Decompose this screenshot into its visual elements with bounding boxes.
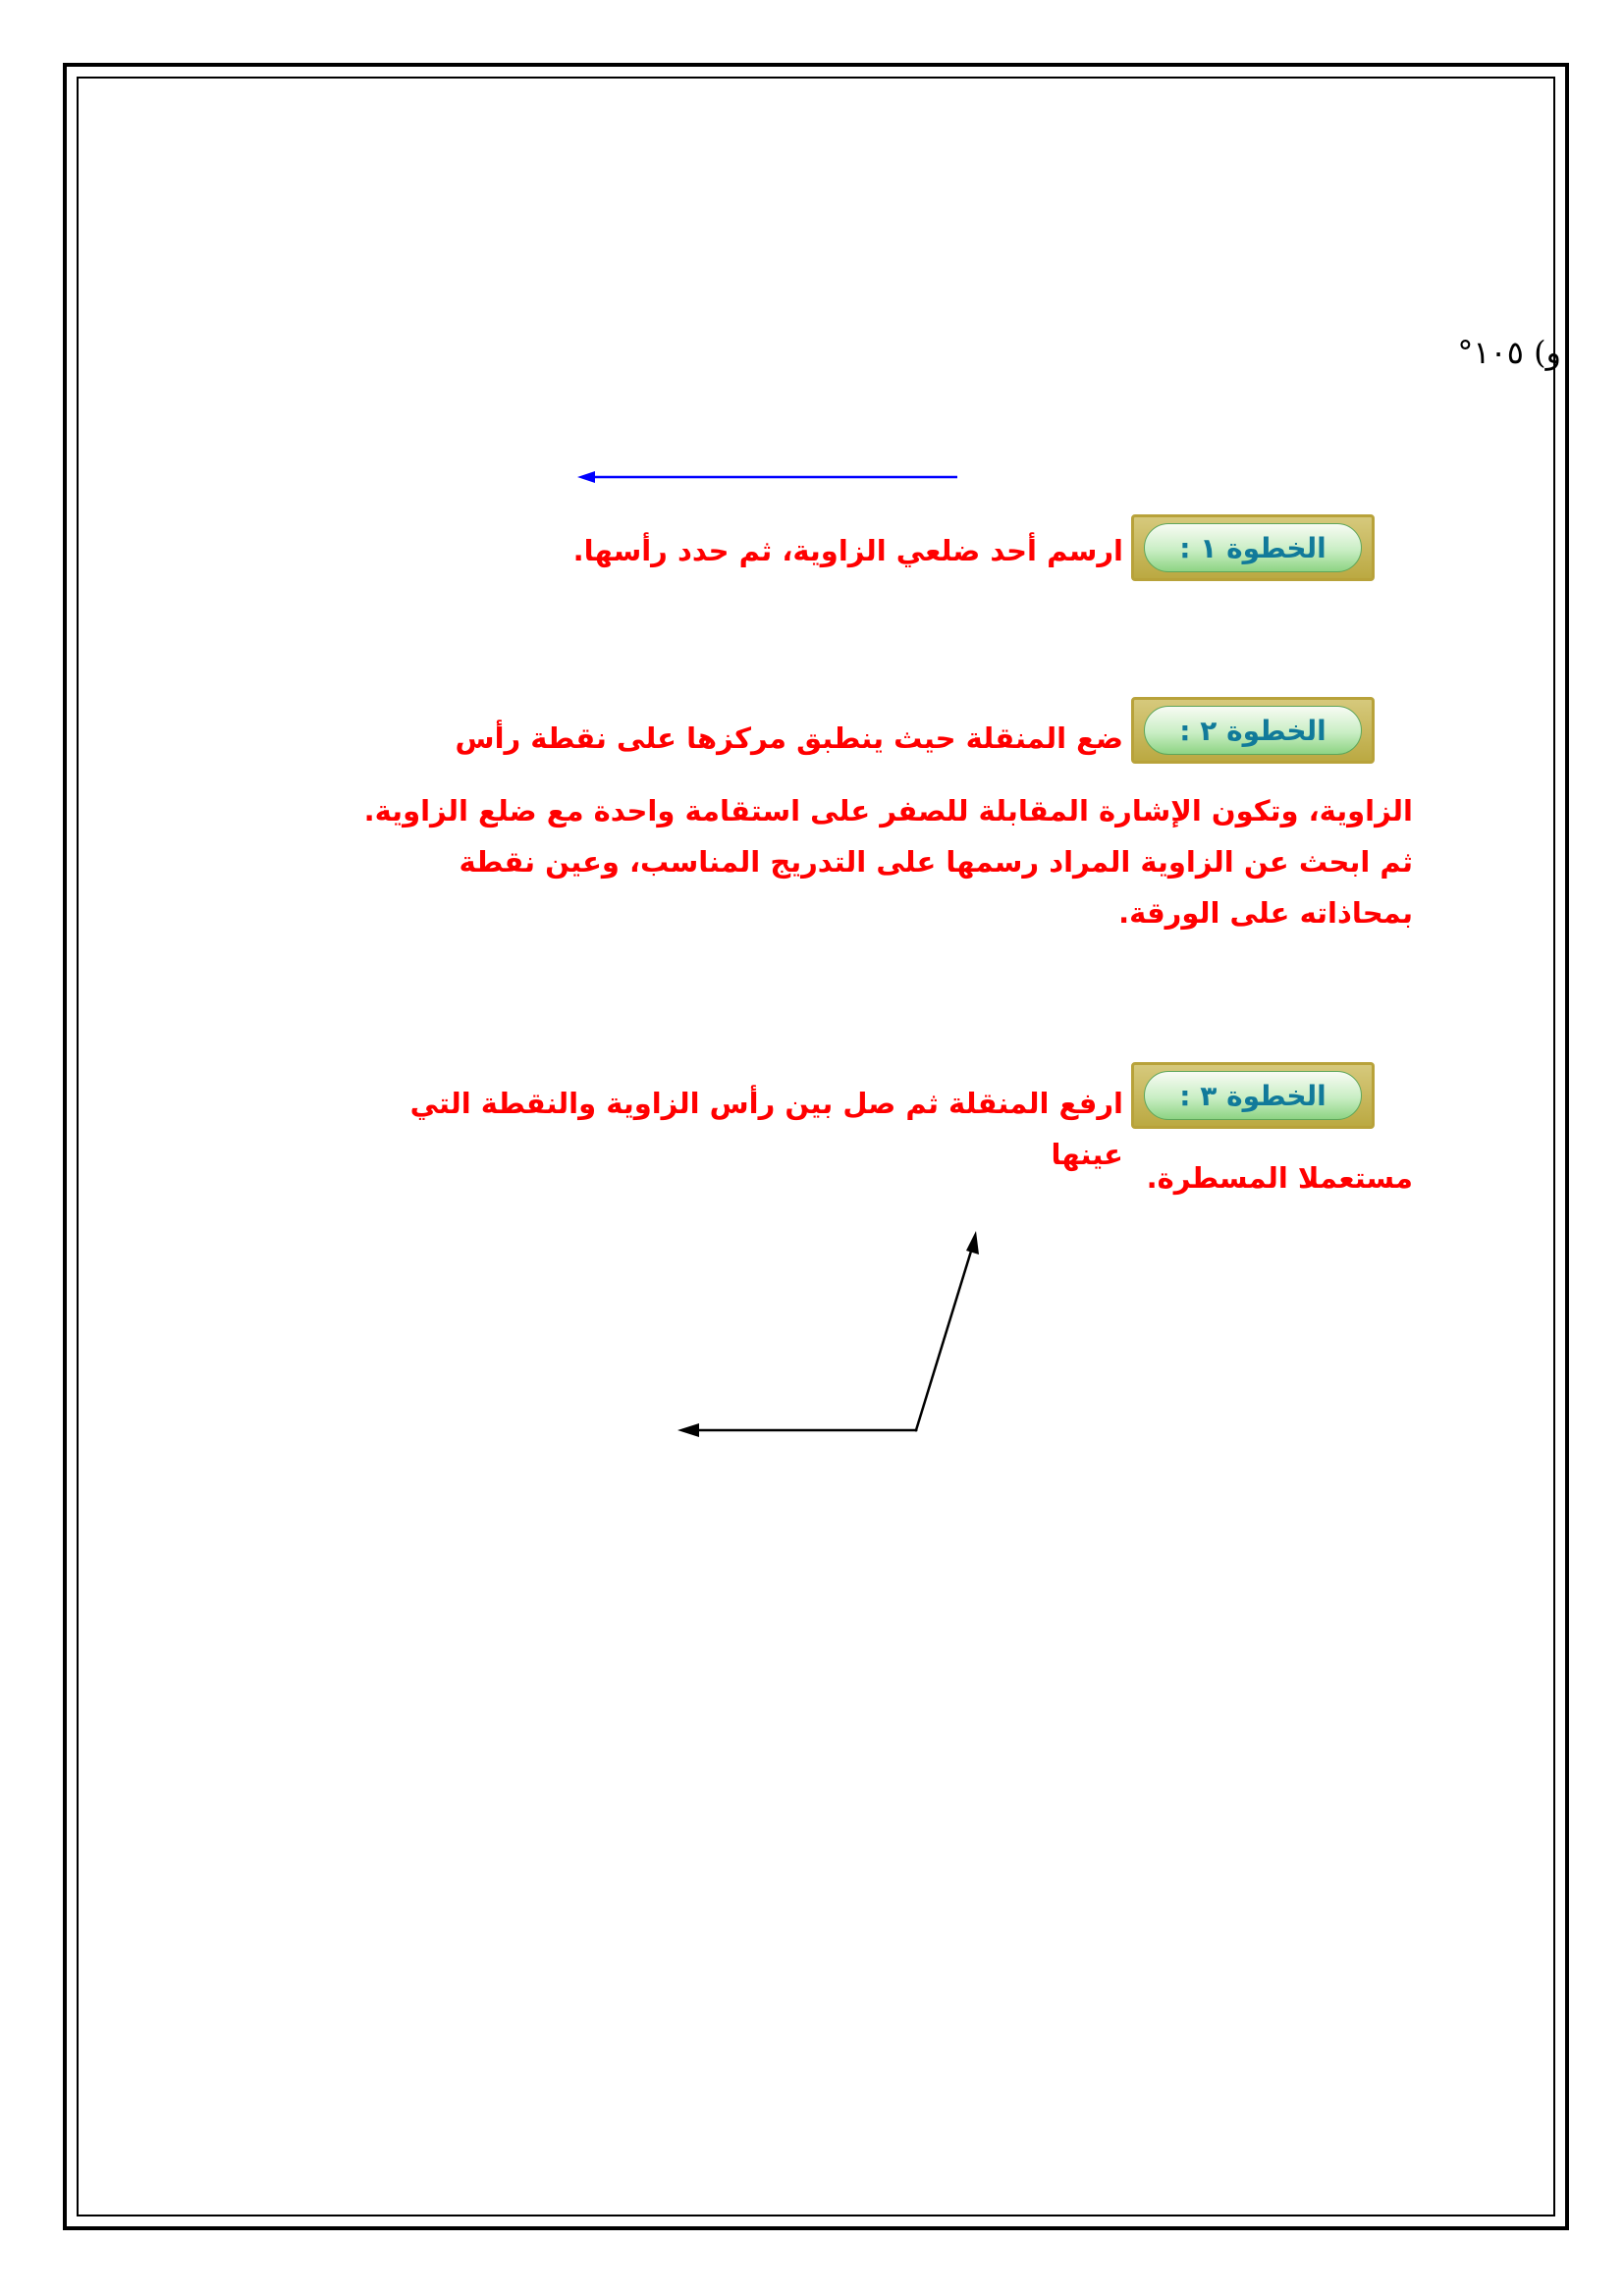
step2-badge-label: الخطوة ٢ : xyxy=(1144,706,1362,755)
angle-rotated-ray xyxy=(916,1245,973,1430)
step2-text-line1: ضع المنقلة حيث ينطبق مركزها على نقطة رأس xyxy=(455,721,1123,755)
step1-text: ارسم أحد ضلعي الزاوية، ثم حدد رأسها. xyxy=(572,534,1123,567)
angle-base-arrowhead xyxy=(677,1423,699,1437)
step3-badge-label: الخطوة ٣ : xyxy=(1144,1071,1362,1120)
step2-paragraph2: ثم ابحث عن الزاوية المراد رسمها على التدريج المناسب، وعين نقطة بمحاذاته على الورقة. xyxy=(459,845,1413,930)
angle-vertex xyxy=(915,1429,918,1432)
step2-paragraph1: الزاوية، وتكون الإشارة المقابلة للصفر على استقامة واحدة مع ضلع الزاوية. xyxy=(363,794,1413,828)
problem-label: و) ١٠٥° xyxy=(1457,334,1561,371)
step3-text-line1: ارفع المنقلة ثم صل بين رأس الزاوية والنقطة التي عينها xyxy=(409,1087,1123,1171)
angle-rotated-arrowhead xyxy=(966,1231,979,1255)
step1-badge-label: الخطوة ١ : xyxy=(1144,523,1362,572)
step3-paragraph1: مستعملا المسطرة. xyxy=(1146,1161,1413,1195)
